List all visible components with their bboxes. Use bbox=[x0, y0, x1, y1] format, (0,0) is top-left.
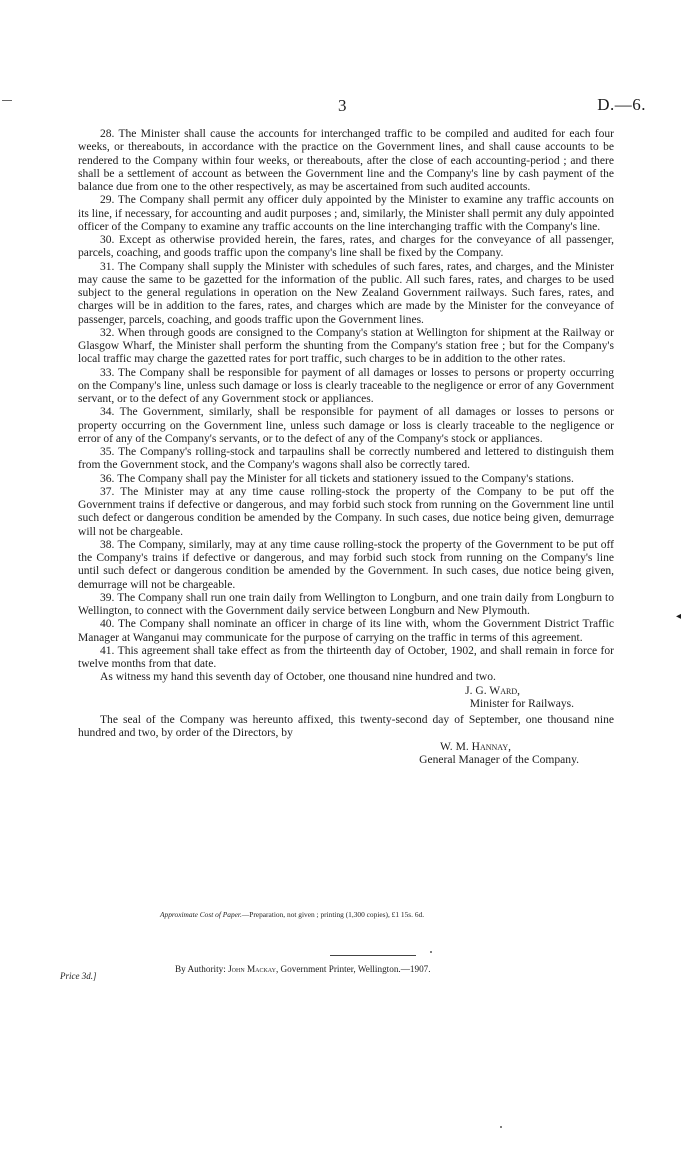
margin-tick bbox=[2, 100, 12, 101]
price-note: Price 3d.] bbox=[60, 971, 97, 981]
signatory-manager-title: General Manager of the Company. bbox=[419, 753, 579, 766]
clause-37: 37. The Minister may at any time cause rolling-stock the property of the Company to be put off the Government trains if defective or dangerous, and may forbid such stock from running on the Government line until such defect or dangerous condition be amended by the Company. In such cases, due notice being given, demurrage will not be chargeable. bbox=[78, 485, 614, 538]
printer-authority-line: By Authority: John Mackay, Government Printer, Wellington.—1907. bbox=[175, 964, 431, 974]
clause-35: 35. The Company's rolling-stock and tarpaulins shall be correctly numbered and lettered to distinguish them from the Government stock, and the Company's wagons shall also be correctly tared. bbox=[78, 446, 614, 472]
seal-paragraph: The seal of the Company was hereunto affixed, this twenty-second day of September, one thousand nine hundred and two, by order of the Directors, by bbox=[78, 714, 614, 740]
footer-rule bbox=[330, 955, 416, 956]
signatory-minister-name: J. G. Ward, bbox=[465, 684, 520, 697]
clause-40: 40. The Company shall nominate an officer in charge of its line with, whom the Government District Traffic Manager at Wanganui may communicate for the purpose of carrying on the traffic in terms of this agreement. bbox=[78, 618, 614, 644]
clause-41: 41. This agreement shall take effect as from the thirteenth day of October, 1902, and shall remain in force for twelve months from that date. bbox=[78, 644, 614, 670]
clause-36: 36. The Company shall pay the Minister for all tickets and stationery issued to the Company's stations. bbox=[100, 472, 574, 485]
scan-speck bbox=[430, 951, 432, 953]
clause-34: 34. The Government, similarly, shall be responsible for payment of all damages or losses to persons or property occurring on the Government line, unless such damage or loss is clearly traceable to the negligence or error of any of the Company's servants, or to the defect of any of the Company's stock or appliances. bbox=[78, 406, 614, 445]
signatory-manager-name: W. M. Hannay, bbox=[439, 740, 511, 753]
witness-line: As witness my hand this seventh day of October, one thousand nine hundred and two. bbox=[100, 671, 496, 684]
clause-33: 33. The Company shall be responsible for payment of all damages or losses to persons or property occurring on the Company's line, unless such damage or loss is clearly traceable to the negligence or error of any Government servant, or to the defect of any Government stock or appliances. bbox=[78, 366, 614, 405]
clause-30: 30. Except as otherwise provided herein, the fares, rates, and charges for the conveyance of all passenger, parcels, coaching, and goods traffic upon the company's line shall be fixed by the Company. bbox=[78, 234, 614, 260]
cost-of-paper-note: Approximate Cost of Paper.—Preparation, not given ; printing (1,300 copies), £1 15s. 6d. bbox=[160, 910, 425, 919]
clause-39: 39. The Company shall run one train daily from Wellington to Longburn, and one train daily from Longburn to Wellington, to connect with the Government daily service between Longburn and New Plymouth. bbox=[78, 591, 614, 617]
clause-31: 31. The Company shall supply the Minister with schedules of such fares, rates, and charges, and the Minister may cause the same to be gazetted for the information of the public. All such fares, rates, and charges to be used subject to the general regulations in operation on the New Zealand Government railways. Such fares, rates, and charges will be in addition to the fares, rates, and charges which are made by the Minister for the conveyance of passenger, parcels, coaching, and goods traffic upon the Government lines. bbox=[78, 260, 614, 326]
agreement-body bbox=[78, 128, 614, 767]
signatory-minister-title: Minister for Railways. bbox=[469, 697, 574, 710]
scan-speck bbox=[500, 1126, 502, 1128]
margin-arrow-mark: ◂ bbox=[676, 611, 682, 622]
clause-38: 38. The Company, similarly, may at any time cause rolling-stock the property of the Government to be put off the Company's trains if defective or dangerous, and may forbid such stock from running on the Company's line until such defect or dangerous condition be amended by the Government. In such cases, due notice being given, demurrage will not be chargeable. bbox=[78, 538, 614, 591]
document-code: D.—6. bbox=[597, 95, 646, 114]
clause-32: 32. When through goods are consigned to the Company's station at Wellington for shipment at the Railway or Glasgow Wharf, the Minister shall perform the shunting from the Company's station free ; but for the Company's local traffic may charge the gazetted rates for port traffic, such charges to be in addition to the other rates. bbox=[78, 326, 614, 366]
page-number: 3 bbox=[338, 96, 347, 115]
clause-28: 28. The Minister shall cause the accounts for interchanged traffic to be compiled and audited for each four weeks, or thereabouts, in accordance with the practice on the Government lines, and shall cause accounts to be rendered to the Company within four weeks, or thereabouts, after the close of each accounting-period ; and there shall be a settlement of account as between the Government line and the Company's line by cash payment of the balance due from one to the other respectively, as may be ascertained from such audited accounts. bbox=[78, 128, 614, 193]
clause-29: 29. The Company shall permit any officer duly appointed by the Minister to examine any traffic accounts on its line, if necessary, for accounting and audit purposes ; and, similarly, the Minister shall permit any duly appointed officer of the Company to examine any traffic accounts on the line interchanging traffic with the Company's line. bbox=[78, 194, 614, 233]
